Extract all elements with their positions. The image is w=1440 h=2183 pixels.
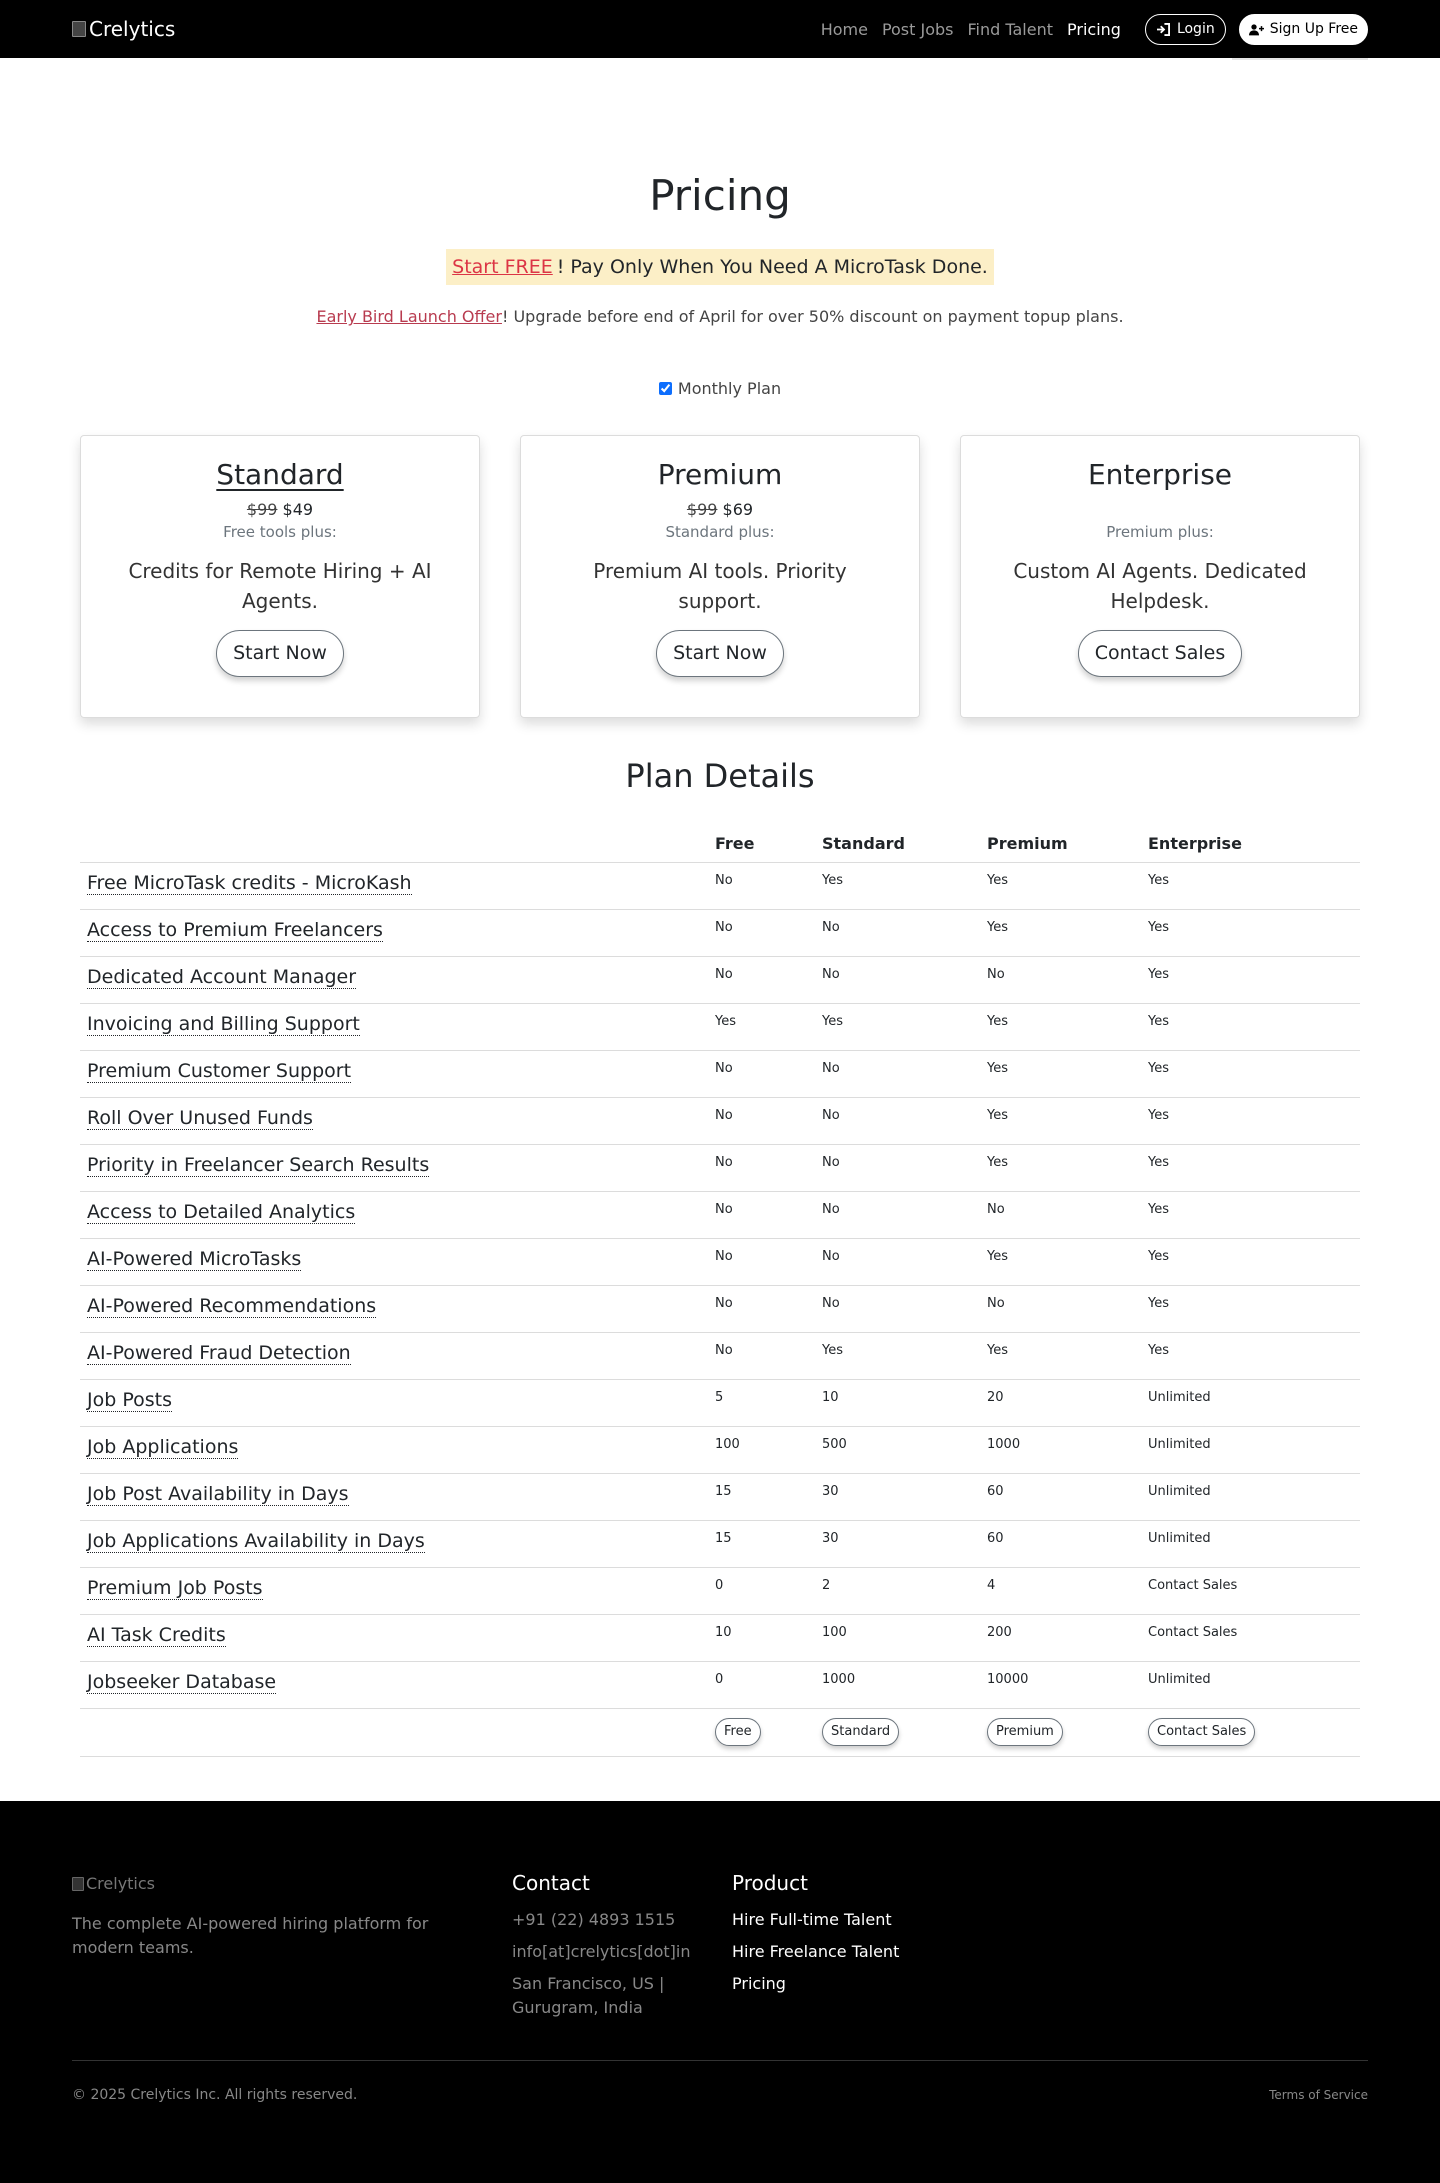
feature-name-cell[interactable] xyxy=(80,1004,708,1051)
broken-image-icon xyxy=(72,1877,84,1891)
plan-subtitle: Premium plus: xyxy=(1106,523,1214,542)
cell-free: No xyxy=(708,1145,815,1192)
cell-premium: 10000 xyxy=(980,1662,1141,1709)
contact-address: San Francisco, US | Gurugram, India xyxy=(512,1974,665,2017)
feature-tooltip-label[interactable]: Premium Job Posts xyxy=(87,1577,263,1600)
feature-tooltip-label[interactable]: Premium Customer Support xyxy=(87,1060,352,1083)
contact-phone[interactable]: +91 (22) 4893 1515 xyxy=(512,1910,676,1929)
cell-standard: 1000 xyxy=(815,1662,980,1709)
brand-alt-text: Crelytics xyxy=(89,17,176,41)
feature-tooltip-label[interactable]: Priority in Freelancer Search Results xyxy=(87,1154,430,1177)
nav-link-post-jobs[interactable]: Post Jobs xyxy=(881,19,954,39)
brand-logo[interactable] xyxy=(72,17,175,41)
plan-description: Premium AI tools. Priority support. xyxy=(593,559,847,614)
cell-free: No xyxy=(708,910,815,957)
table-row xyxy=(80,863,1360,910)
feature-tooltip-label[interactable]: Dedicated Account Manager xyxy=(87,966,357,989)
plan-card-standard xyxy=(80,435,480,718)
cell-free: No xyxy=(708,1051,815,1098)
plan-details-table-wrap xyxy=(0,834,1440,1757)
feature-name-cell[interactable] xyxy=(80,1051,708,1098)
cell-premium: Yes xyxy=(980,1004,1141,1051)
footer-link-hire-freelance[interactable]: Hire Freelance Talent xyxy=(732,1942,900,1961)
cell-standard: No xyxy=(815,1098,980,1145)
plan-card-enterprise xyxy=(960,435,1360,718)
feature-tooltip-label[interactable]: AI-Powered MicroTasks xyxy=(87,1248,302,1271)
cell-free: No xyxy=(708,863,815,910)
footer-logo-alt: Crelytics xyxy=(86,1874,156,1893)
cell-free: 0 xyxy=(708,1568,815,1615)
feature-name-cell[interactable] xyxy=(80,1474,708,1521)
cell-enterprise: Unlimited xyxy=(1141,1662,1360,1709)
new-price: $49 xyxy=(282,500,314,520)
table-row xyxy=(80,1192,1360,1239)
early-bird-notice xyxy=(0,307,1440,326)
cell-standard: Yes xyxy=(815,1333,980,1380)
table-header-row xyxy=(80,834,1360,863)
plan-name[interactable]: Standard xyxy=(216,458,344,492)
promo-text: ! Pay Only When You Need A MicroTask Done. xyxy=(556,256,988,279)
cell-standard: 10 xyxy=(815,1380,980,1427)
cell-enterprise: Yes xyxy=(1141,1286,1360,1333)
cell-free: No xyxy=(708,957,815,1004)
table-body xyxy=(80,863,1360,1757)
cell-standard: Yes xyxy=(815,863,980,910)
sign-up-button[interactable] xyxy=(1239,14,1368,45)
cell-standard: 2 xyxy=(815,1568,980,1615)
table-row xyxy=(80,1380,1360,1427)
feature-tooltip-label[interactable]: Access to Premium Freelancers xyxy=(87,919,383,942)
table-row xyxy=(80,1615,1360,1662)
cell-enterprise: Yes xyxy=(1141,957,1360,1004)
cell-enterprise: Unlimited xyxy=(1141,1380,1360,1427)
table-row xyxy=(80,1427,1360,1474)
table-row xyxy=(80,1286,1360,1333)
plan-card-premium xyxy=(520,435,920,718)
cell-free: 5 xyxy=(708,1380,815,1427)
feature-name-cell[interactable] xyxy=(80,1568,708,1615)
cell-standard: No xyxy=(815,957,980,1004)
plan-price xyxy=(991,500,1329,520)
cell-premium: Yes xyxy=(980,1239,1141,1286)
feature-tooltip-label[interactable]: AI-Powered Recommendations xyxy=(87,1295,377,1318)
nav-link-home[interactable]: Home xyxy=(820,19,868,39)
cell-premium: Yes xyxy=(980,910,1141,957)
start-now-button[interactable]: Start Now xyxy=(656,630,784,677)
feature-name-cell[interactable] xyxy=(80,1098,708,1145)
table-row xyxy=(80,910,1360,957)
footer-link-pricing[interactable]: Pricing xyxy=(732,1974,786,1993)
cell-standard: No xyxy=(815,1192,980,1239)
footer-divider xyxy=(72,2060,1368,2061)
column-header-free: Free xyxy=(708,834,815,863)
cell-free: No xyxy=(708,1333,815,1380)
select-premium-button[interactable]: Premium xyxy=(987,1718,1063,1746)
broken-image-icon xyxy=(72,21,86,37)
new-price: $69 xyxy=(722,500,754,520)
cell-free: 15 xyxy=(708,1474,815,1521)
plan-details-table xyxy=(80,834,1360,1757)
select-standard-button[interactable]: Standard xyxy=(822,1718,899,1746)
cell-enterprise: Yes xyxy=(1141,1333,1360,1380)
cell-free: No xyxy=(708,1098,815,1145)
plan-subtitle: Free tools plus: xyxy=(223,523,337,542)
select-free-button[interactable]: Free xyxy=(715,1718,761,1746)
cell-premium: No xyxy=(980,1192,1141,1239)
feature-name-cell[interactable] xyxy=(80,1380,708,1427)
feature-name-cell[interactable] xyxy=(80,1192,708,1239)
feature-name-cell[interactable] xyxy=(80,1521,708,1568)
cell-free: 15 xyxy=(708,1521,815,1568)
select-enterprise-button[interactable]: Contact Sales xyxy=(1148,1718,1255,1746)
cell-enterprise: Unlimited xyxy=(1141,1474,1360,1521)
feature-name-cell[interactable] xyxy=(80,1333,708,1380)
feature-tooltip-label[interactable]: Job Applications Availability in Days xyxy=(87,1530,425,1553)
table-row xyxy=(80,1333,1360,1380)
table-row xyxy=(80,1239,1360,1286)
feature-name-cell[interactable] xyxy=(80,1615,708,1662)
feature-name-cell[interactable] xyxy=(80,863,708,910)
table-row xyxy=(80,1004,1360,1051)
start-now-button[interactable]: Start Now xyxy=(216,630,344,677)
cell-standard: 30 xyxy=(815,1474,980,1521)
table-row xyxy=(80,1145,1360,1192)
cell-free xyxy=(708,1709,815,1757)
footer-contact xyxy=(512,1871,732,2020)
cell-enterprise: Yes xyxy=(1141,1192,1360,1239)
nav-link-pricing[interactable]: Pricing xyxy=(1067,19,1121,39)
monthly-plan-checkbox[interactable] xyxy=(659,382,672,395)
feature-tooltip-label[interactable]: Job Applications xyxy=(87,1436,239,1459)
cell-enterprise: Contact Sales xyxy=(1141,1615,1360,1662)
old-price: $99 xyxy=(246,500,278,520)
nav-links xyxy=(814,14,1368,45)
contact-heading: Contact xyxy=(512,1871,590,1895)
sign-in-icon xyxy=(1156,23,1171,36)
cell-standard: No xyxy=(815,1286,980,1333)
cell-premium: Yes xyxy=(980,1145,1141,1192)
cell-free: 10 xyxy=(708,1615,815,1662)
table-button-row xyxy=(80,1709,1360,1757)
feature-tooltip-label[interactable]: AI Task Credits xyxy=(87,1624,226,1647)
site-footer xyxy=(0,1801,1440,2183)
plan-details-title: Plan Details xyxy=(625,757,815,796)
cell-enterprise: Contact Sales xyxy=(1141,1568,1360,1615)
cell-standard: Yes xyxy=(815,1004,980,1051)
feature-name-cell[interactable] xyxy=(80,1427,708,1474)
plan-price xyxy=(111,500,449,520)
start-free-link[interactable]: Start FREE xyxy=(452,256,553,279)
feature-name-cell[interactable] xyxy=(80,957,708,1004)
table-row xyxy=(80,1662,1360,1709)
feature-tooltip-label[interactable]: Free MicroTask credits - MicroKash xyxy=(87,872,412,895)
plan-description: Credits for Remote Hiring + AI Agents. xyxy=(128,559,432,614)
product-heading: Product xyxy=(732,1871,808,1895)
cell-standard: 30 xyxy=(815,1521,980,1568)
plan-name: Premium xyxy=(657,458,783,492)
cell-enterprise: Yes xyxy=(1141,1051,1360,1098)
feature-name-cell[interactable] xyxy=(80,1662,708,1709)
cell-enterprise: Yes xyxy=(1141,1145,1360,1192)
feature-tooltip-label[interactable]: Roll Over Unused Funds xyxy=(87,1107,313,1130)
cell-premium: 4 xyxy=(980,1568,1141,1615)
plan-description: Custom AI Agents. Dedicated Helpdesk. xyxy=(1013,559,1307,614)
top-navbar xyxy=(0,0,1440,58)
table-row xyxy=(80,1474,1360,1521)
column-header-standard: Standard xyxy=(815,834,980,863)
cell-premium: 20 xyxy=(980,1380,1141,1427)
cell-enterprise: Yes xyxy=(1141,863,1360,910)
cell-standard: No xyxy=(815,1145,980,1192)
column-header-enterprise: Enterprise xyxy=(1141,834,1360,863)
cell-free: No xyxy=(708,1192,815,1239)
table-row xyxy=(80,1098,1360,1145)
copyright: © 2025 Crelytics Inc. All rights reserved. xyxy=(72,2087,358,2103)
feature-tooltip-label[interactable]: Job Posts xyxy=(87,1389,172,1412)
cell-standard: 100 xyxy=(815,1615,980,1662)
contact-email[interactable]: info[at]crelytics[dot]in xyxy=(512,1942,691,1961)
plan-name: Enterprise xyxy=(1087,458,1233,492)
nav-link-find-talent[interactable]: Find Talent xyxy=(967,19,1053,39)
feature-tooltip-label[interactable]: Job Post Availability in Days xyxy=(87,1483,349,1506)
cell-enterprise: Yes xyxy=(1141,1004,1360,1051)
feature-tooltip-label[interactable]: Access to Detailed Analytics xyxy=(87,1201,356,1224)
cell-free: No xyxy=(708,1286,815,1333)
login-label: Login xyxy=(1176,21,1215,37)
plan-cards xyxy=(0,435,1440,718)
pricing-hero xyxy=(0,58,1440,399)
table-row xyxy=(80,1521,1360,1568)
cell-standard: 500 xyxy=(815,1427,980,1474)
column-header-feature xyxy=(80,834,708,863)
contact-sales-button[interactable]: Contact Sales xyxy=(1078,630,1243,677)
footer-product xyxy=(732,1871,900,2020)
footer-link-hire-fulltime[interactable]: Hire Full-time Talent xyxy=(732,1910,892,1929)
old-price: $99 xyxy=(686,500,718,520)
table-row xyxy=(80,1568,1360,1615)
feature-tooltip-label[interactable]: Jobseeker Database xyxy=(87,1671,277,1694)
empty-cell xyxy=(80,1709,708,1757)
cell-premium: Yes xyxy=(980,1051,1141,1098)
table-row xyxy=(80,957,1360,1004)
cell-enterprise: Unlimited xyxy=(1141,1427,1360,1474)
cell-enterprise: Yes xyxy=(1141,1098,1360,1145)
footer-logo[interactable] xyxy=(72,1874,512,1893)
cell-enterprise: Unlimited xyxy=(1141,1521,1360,1568)
cell-standard: No xyxy=(815,1051,980,1098)
feature-name-cell[interactable] xyxy=(80,1286,708,1333)
cell-free: 0 xyxy=(708,1662,815,1709)
feature-name-cell[interactable] xyxy=(80,910,708,957)
footer-bottom xyxy=(72,2087,1368,2103)
cell-free: 100 xyxy=(708,1427,815,1474)
feature-tooltip-label[interactable]: Invoicing and Billing Support xyxy=(87,1013,360,1036)
cell-standard xyxy=(815,1709,980,1757)
cell-premium xyxy=(980,1709,1141,1757)
cell-premium: 60 xyxy=(980,1474,1141,1521)
cell-free: No xyxy=(708,1239,815,1286)
cell-premium: No xyxy=(980,1286,1141,1333)
cell-standard: No xyxy=(815,910,980,957)
cell-enterprise: Yes xyxy=(1141,910,1360,957)
cell-enterprise: Yes xyxy=(1141,1239,1360,1286)
promo-banner xyxy=(446,249,994,285)
page-title: Pricing xyxy=(649,171,791,220)
plan-price xyxy=(551,500,889,520)
footer-brand xyxy=(72,1874,512,2020)
column-header-premium: Premium xyxy=(980,834,1141,863)
cell-premium: 200 xyxy=(980,1615,1141,1662)
user-plus-icon xyxy=(1249,23,1264,36)
feature-tooltip-label[interactable]: AI-Powered Fraud Detection xyxy=(87,1342,351,1365)
sign-up-label: Sign Up Free xyxy=(1269,21,1358,37)
monthly-plan-label: Monthly Plan xyxy=(677,379,782,399)
cell-premium: Yes xyxy=(980,1333,1141,1380)
cell-premium: No xyxy=(980,957,1141,1004)
feature-name-cell[interactable] xyxy=(80,1145,708,1192)
terms-link[interactable]: Terms of Service xyxy=(1269,2088,1368,2102)
cell-free: Yes xyxy=(708,1004,815,1051)
cell-premium: Yes xyxy=(980,863,1141,910)
plan-subtitle: Standard plus: xyxy=(665,523,775,542)
cell-premium: Yes xyxy=(980,1098,1141,1145)
cell-premium: 1000 xyxy=(980,1427,1141,1474)
early-bird-link[interactable]: Early Bird Launch Offer xyxy=(316,307,502,327)
cell-standard: No xyxy=(815,1239,980,1286)
footer-tagline: The complete AI-powered hiring platform for modern teams. xyxy=(72,1914,429,1957)
dropdown-shadow xyxy=(1232,58,1368,60)
cell-premium: 60 xyxy=(980,1521,1141,1568)
login-button[interactable] xyxy=(1145,14,1226,45)
table-row xyxy=(80,1051,1360,1098)
monthly-plan-toggle[interactable] xyxy=(659,379,781,398)
early-bird-text: ! Upgrade before end of April for over 50% discount on payment topup plans. xyxy=(501,307,1124,327)
footer-columns xyxy=(72,1871,1368,2020)
cell-enterprise xyxy=(1141,1709,1360,1757)
feature-name-cell[interactable] xyxy=(80,1239,708,1286)
